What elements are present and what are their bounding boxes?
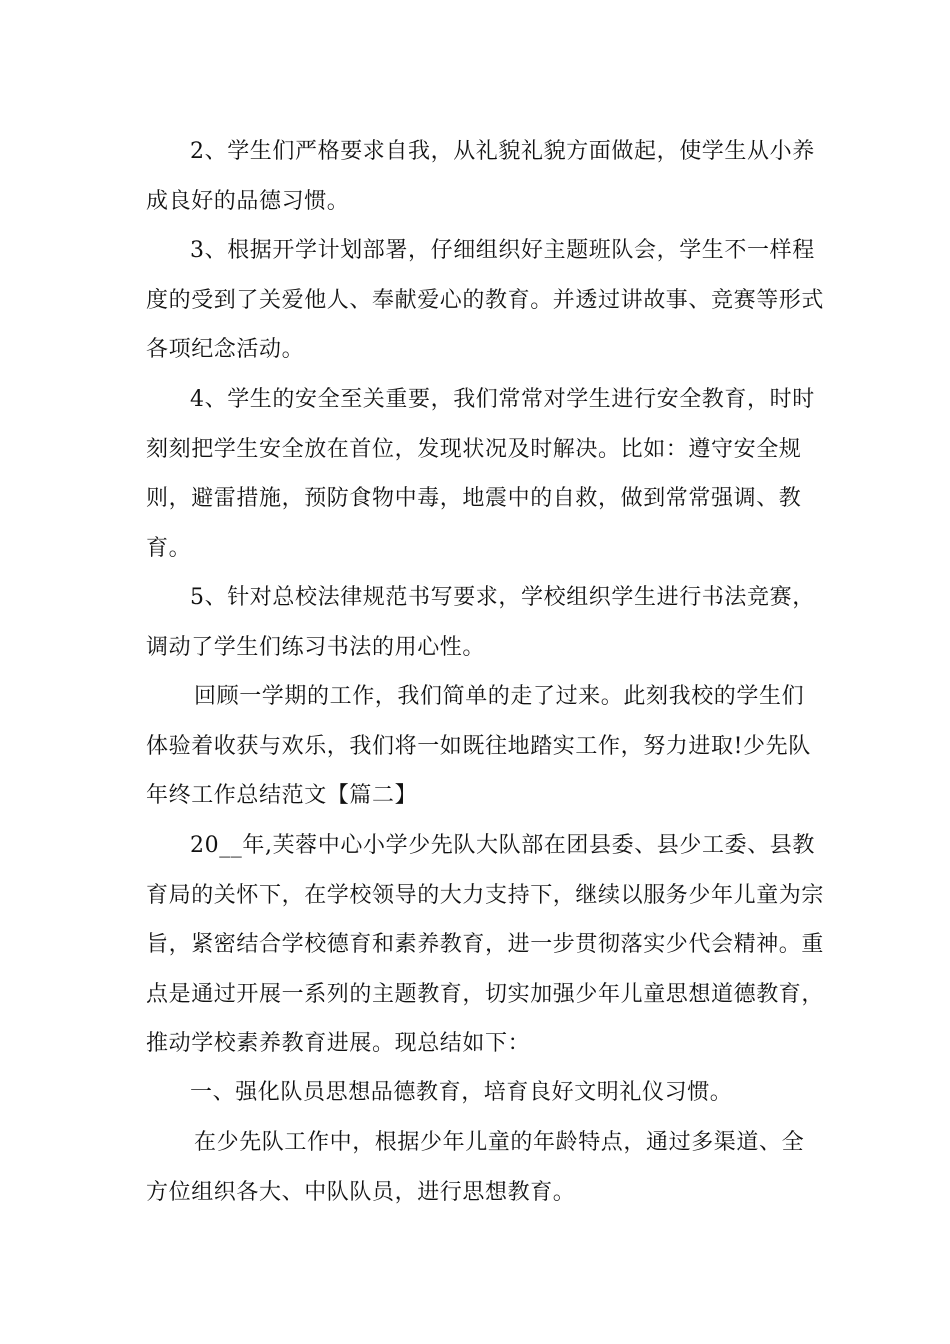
paragraph-summary-intro: 20__年,芙蓉中心小学少先队大队部在团县委、县少工委、县教育局的关怀下，在学校领导的大力支持下，继续以服务少年儿童为宗旨，紧密结合学校德育和素养教育，进一步贯彻落实少代会精神。重点是通过开展一系列的主题教育，切实加强少年儿童思想道德教育，推动学校素养教育进展。现总结如下： xyxy=(146,833,825,1056)
paragraph-review: 回顾一学期的工作，我们简单的走了过来。此刻我校的学生们体验着收获与欢乐，我们将一如既往地踏实工作，努力进取!少先队年终工作总结范文【篇二】 xyxy=(146,684,811,808)
paragraph-calligraphy: 5、针对总校法律规范书写要求，学校组织学生进行书法竞赛，调动了学生们练习书法的用心性。 xyxy=(146,585,815,660)
paragraph-safety: 4、学生的安全至关重要，我们常常对学生进行安全教育，时时刻刻把学生安全放在首位，发现状况及时解决。比如：遵守安全规则，避雷措施，预防食物中毒，地震中的自救，做到常常强调、教育。 xyxy=(146,387,815,561)
paragraph-pioneer-work: 在少先队工作中，根据少年儿童的年龄特点，通过多渠道、全方位组织各大、中队队员，进行思想教育。 xyxy=(146,1130,805,1205)
paragraph-class-meeting: 3、根据开学计划部署，仔细组织好主题班队会，学生不一样程度的受到了关爱他人、奉献爱心的教育。并透过讲故事、竞赛等形式各项纪念活动。 xyxy=(146,238,825,362)
section-heading-moral-education: 一、强化队员思想品德教育，培育良好文明礼仪习惯。 xyxy=(190,1080,733,1105)
paragraph-etiquette: 2、学生们严格要求自我，从礼貌礼貌方面做起，使学生从小养成良好的品德习惯。 xyxy=(146,139,815,214)
